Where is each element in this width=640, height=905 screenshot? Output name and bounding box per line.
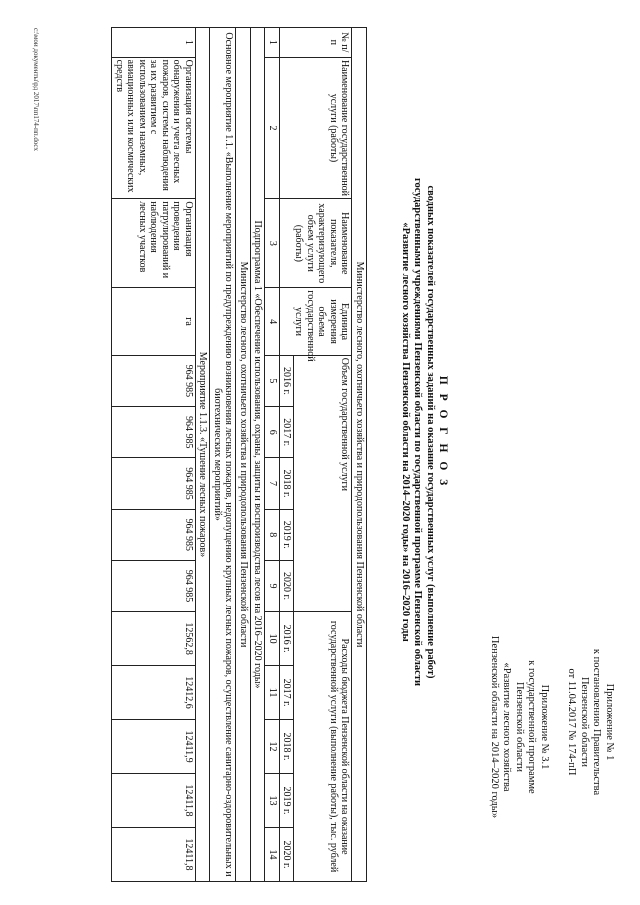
year-cell: 2018 г. (280, 458, 295, 509)
unit-cell: га (112, 288, 196, 355)
service-cell: Организация системы обнаружения и учета лесных пожаров, системы наблюдения за их развитием с использованием наземных, авиационных или космических средств (112, 57, 196, 199)
volume-cell: 964 985 (112, 458, 196, 509)
subprogram-cell: Подпрограмма 1 «Обеспечение использования, охраны, защиты и воспроизводства лесов на 2016–2020 годы» (251, 28, 266, 882)
year-cell: 2020 г. (280, 827, 295, 881)
column-number: 9 (265, 560, 280, 611)
appendix-1-line: от 11.04.2017 № 174-пП (566, 668, 578, 776)
appendix-1-line: к постановлению Правительства (591, 648, 603, 796)
col-header-num: № п/п (280, 28, 353, 58)
volume-cell: 964 985 (112, 355, 196, 406)
table-row (112, 28, 196, 882)
column-number: 12 (265, 720, 280, 774)
year-cell: 2016 г. (280, 355, 295, 406)
col-header-indicator: Наименование показателя, характеризующего объем услуги (работы) (280, 199, 353, 288)
volume-cell: 964 985 (112, 407, 196, 458)
column-number: 7 (265, 458, 280, 509)
year-cell: 2019 г. (280, 509, 295, 560)
year-cell: 2016 г. (280, 612, 295, 666)
document-title (399, 82, 451, 782)
appendix-1-block (565, 622, 615, 822)
year-cell: 2017 г. (280, 407, 295, 458)
ministry-row (236, 28, 251, 882)
year-cell: 2017 г. (280, 666, 295, 720)
year-cell: 2019 г. (280, 773, 295, 827)
column-number: 1 (265, 28, 280, 58)
appendix-2-line: к государственной программе (526, 660, 538, 794)
table-header-row (352, 28, 367, 882)
appendix-2-line: Пензенской области (514, 681, 525, 773)
expense-cell: 12412,6 (112, 666, 196, 720)
event-cell: Мероприятие 1.1.3. «Тушение лесных пожаров» (196, 28, 211, 882)
col-header-expenses: Расходы бюджета Пензенской области на оказание государственной услуги (выполнение работы), тыс. рублей (294, 612, 352, 882)
ministry-cell: Министерство лесного, охотничьего хозяйства и природопользования Пензенской области (236, 28, 251, 882)
rotated-landscape-page (25, 22, 625, 882)
column-number: 6 (265, 407, 280, 458)
event-row (196, 28, 211, 882)
expense-cell: 12411,8 (112, 773, 196, 827)
volume-cell: 964 985 (112, 509, 196, 560)
year-cell: 2020 г. (280, 560, 295, 611)
indicator-cell: Организация проведения патрулирований и наблюдения лесных участков (112, 199, 196, 288)
title-line: государственными учреждениями Пензенской области по государственной программе Пензенской области (412, 177, 424, 687)
column-number-row (265, 28, 280, 882)
column-number: 5 (265, 355, 280, 406)
expense-cell: 12411,8 (112, 827, 196, 881)
title-line: сводных показателей государственных заданий на оказание государственных услуг (выполнение работ) (425, 185, 436, 679)
appendix-2-line: Пензенской области на 2014–2020 годы» (489, 635, 500, 819)
year-cell: 2018 г. (280, 720, 295, 774)
title-line: «Развитие лесного хозяйства Пензенской области на 2014–2020 годы» на 2016–2020 годы (400, 222, 411, 642)
main-event-cell: Основное мероприятие 1.1. «Выполнение мероприятий по предупреждению возникновения лесных пожаров, недопущению крупных лесных пожаров, осуществление санитарно-оздоровительных и биотехнических мероприятий» (210, 28, 236, 882)
column-number: 3 (265, 199, 280, 288)
row-num-cell: 1 (112, 28, 196, 58)
appendix-1-line: Пензенской области (579, 676, 590, 768)
column-number: 14 (265, 827, 280, 881)
table-header-row (294, 28, 352, 882)
volume-cell: 964 985 (112, 560, 196, 611)
expense-cell: 12411,9 (112, 720, 196, 774)
title-main: П Р О Г Н О З (437, 375, 449, 489)
col-header-unit: Единица измерения объема государственной услуги (280, 288, 353, 355)
appendix-2-line: Приложение № 3.1 (539, 684, 550, 770)
col-header-volume: Объем государственной услуги (294, 355, 352, 611)
column-number: 2 (265, 57, 280, 199)
subprogram-row (251, 28, 266, 882)
forecast-table (112, 27, 368, 882)
ministry-header-cell: Министерство лесного, охотничьего хозяйства и природопользования Пензенской области (352, 28, 367, 882)
main-event-row (210, 28, 236, 882)
file-path-footer: c:\мои документы\рд 2017\пп174-пп.docx (32, 28, 40, 152)
appendix-3-1-block (488, 597, 551, 857)
col-header-service: Наименование государственной услуги (работы) (280, 57, 353, 199)
column-number: 4 (265, 288, 280, 355)
column-number: 8 (265, 509, 280, 560)
appendix-1-line: Приложение № 1 (604, 683, 615, 761)
appendix-2-line: «Развитие лесного хозяйства (501, 662, 513, 792)
column-number: 11 (265, 666, 280, 720)
column-number: 13 (265, 773, 280, 827)
expense-cell: 12562,8 (112, 612, 196, 666)
column-number: 10 (265, 612, 280, 666)
